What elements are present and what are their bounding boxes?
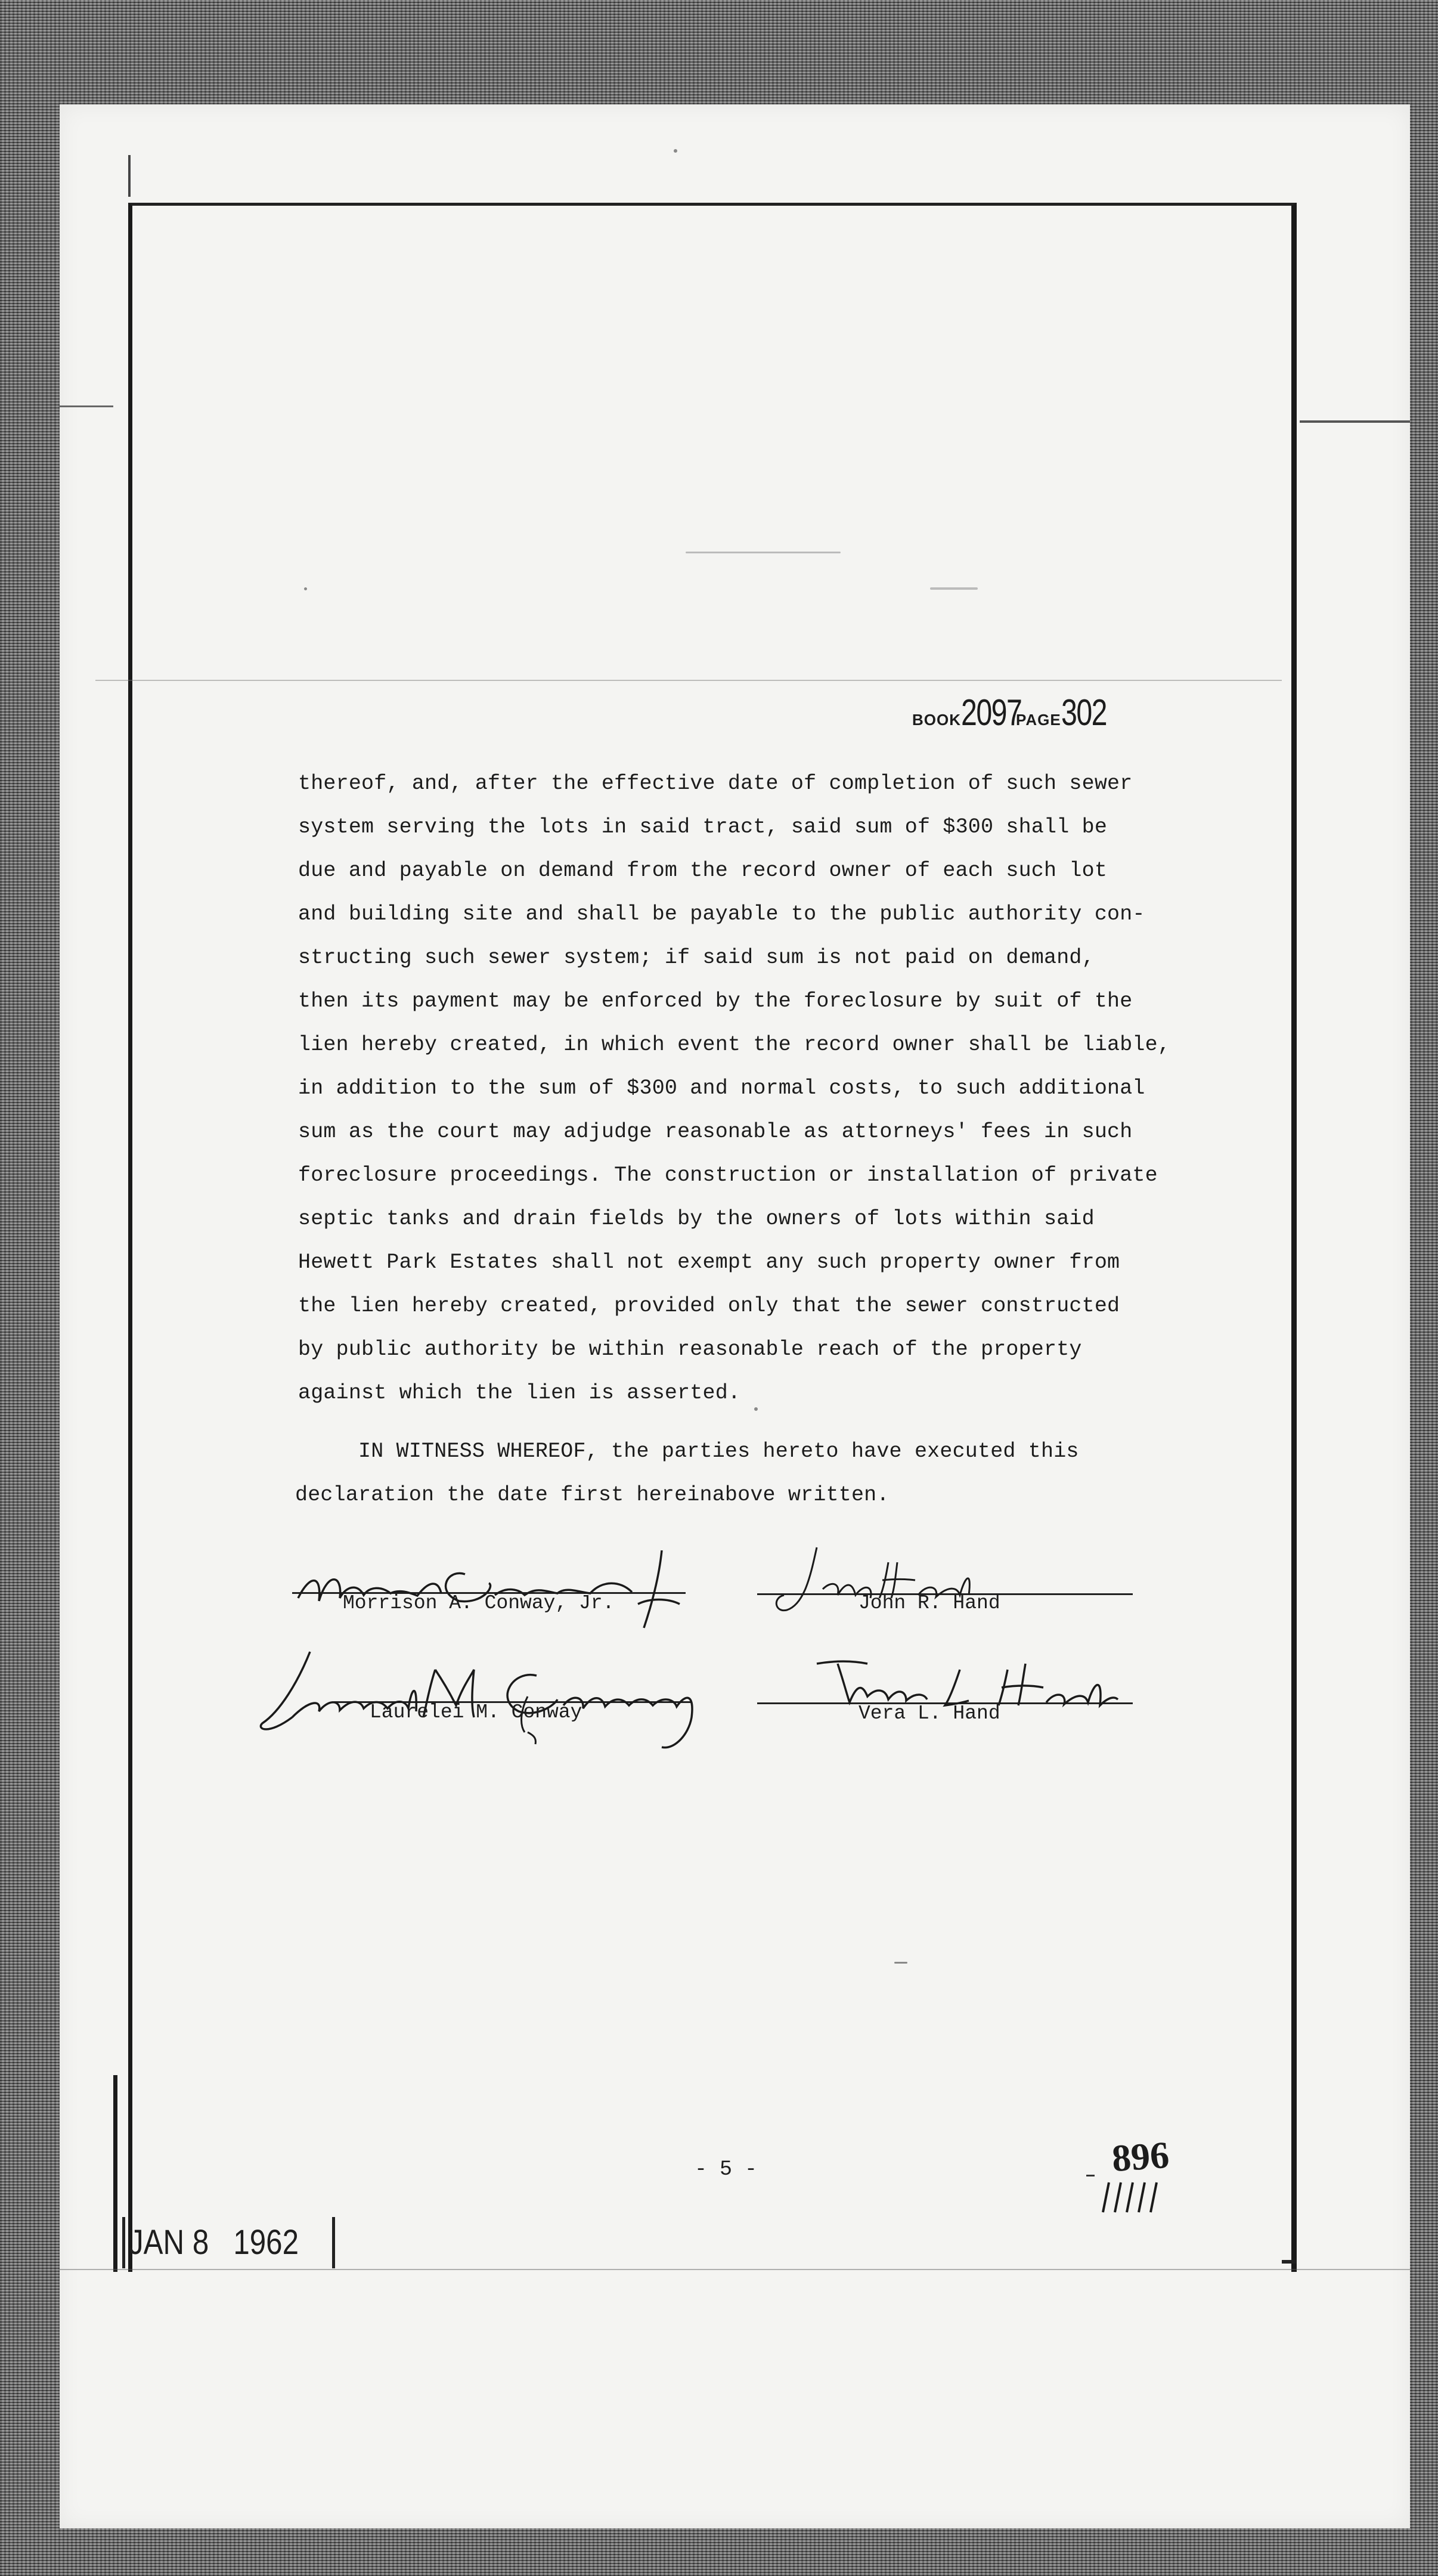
declaration-body	[298, 762, 1216, 1415]
body-line: and building site and shall be payable to the public authority con-	[298, 902, 1145, 926]
body-line: in addition to the sum of $300 and normal costs, to such additional	[298, 1076, 1145, 1100]
filing-date-stamp	[122, 2217, 335, 2268]
stamp-dash	[1086, 2175, 1095, 2176]
scan-speck	[674, 149, 677, 153]
fold-line	[60, 2269, 1410, 2270]
signatory-name: John R. Hand	[859, 1592, 1000, 1614]
scan-speck	[686, 552, 841, 553]
scan-speck	[304, 587, 307, 590]
body-line: sum as the court may adjudge reasonable as attorneys' fees in such	[298, 1120, 1133, 1144]
margin-rule	[113, 2075, 117, 2272]
witness-line: declaration the date first hereinabove written.	[295, 1483, 890, 1507]
body-line: by public authority be within reasonable reach of the property	[298, 1337, 1082, 1361]
recording-reference	[912, 692, 1119, 734]
signature-john-hand	[769, 1538, 1008, 1628]
body-line: septic tanks and drain fields by the owners of lots within said	[298, 1207, 1095, 1231]
book-label: BOOK	[912, 711, 961, 729]
signatory-name: Laurelei M. Conway	[370, 1701, 582, 1723]
edge-mark	[60, 405, 113, 407]
signatory-name: Vera L. Hand	[859, 1702, 1000, 1724]
body-line: the lien hereby created, provided only that the sewer constructed	[298, 1294, 1120, 1318]
page-frame-corner	[1282, 2260, 1297, 2264]
page-number-footer: - 5 -	[695, 2157, 758, 2181]
signature-laurelei-conway	[256, 1634, 745, 1753]
body-line: Hewett Park Estates shall not exempt any such property owner from	[298, 1250, 1120, 1274]
page-label: PAGE	[1015, 711, 1061, 729]
tally-marks	[1097, 2176, 1169, 2218]
body-line: then its payment may be enforced by the foreclosure by suit of the	[298, 989, 1133, 1013]
body-line: system serving the lots in said tract, said sum of $300 shall be	[298, 815, 1108, 839]
signature-morrison-conway	[286, 1538, 703, 1634]
body-line: lien hereby created, in which event the record owner shall be liable,	[298, 1033, 1171, 1057]
margin-tick	[128, 155, 131, 197]
body-line: structing such sewer system; if said sum is not paid on demand,	[298, 946, 1095, 970]
signatory-name: Morrison A. Conway, Jr.	[343, 1592, 615, 1614]
body-line: due and payable on demand from the record owner of each such lot	[298, 859, 1108, 883]
book-number: 2097	[961, 692, 1022, 733]
body-line: against which the lien is asserted.	[298, 1381, 741, 1405]
instrument-number: 896	[1110, 2133, 1171, 2180]
witness-line: IN WITNESS WHEREOF, the parties hereto have executed this	[295, 1439, 1079, 1463]
body-line: foreclosure proceedings. The construction or installation of private	[298, 1163, 1158, 1187]
edge-mark	[1300, 420, 1410, 423]
scan-speck	[930, 587, 978, 590]
filing-date: JAN 8 1962	[129, 2223, 299, 2262]
fold-line	[95, 680, 1282, 681]
scan-speck	[894, 1962, 907, 1964]
body-line: thereof, and, after the effective date of completion of such sewer	[298, 772, 1133, 795]
page-number: 302	[1061, 692, 1107, 733]
witness-clause	[295, 1430, 1225, 1517]
